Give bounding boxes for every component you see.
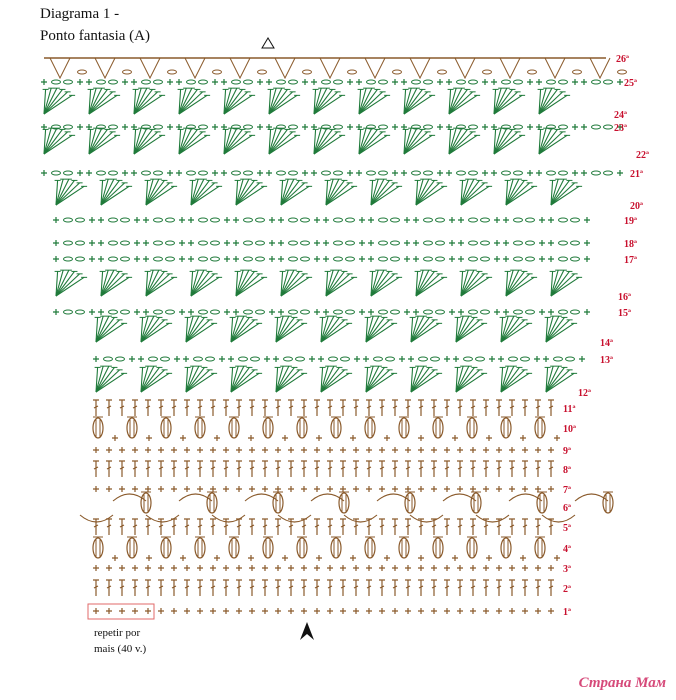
row-label-14: 14ª (600, 338, 613, 349)
row-label-13: 13ª (600, 355, 613, 366)
chart-row-16 (55, 270, 583, 296)
row-label-9: 9ª (563, 446, 571, 457)
chart-row-18 (53, 240, 590, 246)
row-label-16: 16ª (618, 292, 631, 303)
row-label-10: 10ª (563, 424, 576, 435)
row-label-15: 15ª (618, 308, 631, 319)
row-label-4: 4ª (563, 544, 571, 555)
chart-row-3 (93, 565, 554, 571)
start-arrow-icon (300, 622, 314, 640)
row-label-19: 19ª (624, 216, 637, 227)
row-label-25: 25ª (624, 78, 637, 89)
row-label-3: 3ª (563, 564, 571, 575)
diagram-title-line2: Ponto fantasia (A) (40, 28, 150, 44)
chart-row-26 (44, 58, 610, 78)
row-label-22: 22ª (636, 150, 649, 161)
chart-row-25 (41, 79, 623, 85)
chart-row-5 (93, 519, 554, 535)
row-label-6: 6ª (563, 503, 571, 514)
chart-row-19 (53, 217, 590, 223)
diagram-title-line1: Diagrama 1 - (40, 6, 120, 22)
row-label-26: 26ª (616, 54, 629, 65)
chart-row-11 (93, 400, 554, 416)
row-label-2: 2ª (563, 584, 571, 595)
chart-row-21 (41, 170, 623, 176)
chart-row-9 (93, 447, 554, 453)
chart-row-8 (93, 461, 554, 477)
chart-row-20 (55, 179, 583, 205)
repeat-note-line2: mais (40 v.) (94, 643, 147, 655)
chart-row-22 (43, 128, 571, 154)
chart-row-12 (95, 366, 578, 392)
chart-row-10 (93, 417, 560, 441)
chart-row-24 (43, 88, 571, 114)
repeat-note-line1: repetir por (94, 627, 141, 639)
row-label-11: 11ª (563, 404, 576, 415)
watermark: Страна Мам (578, 675, 666, 691)
chart-row-13 (93, 356, 585, 362)
chart-row-4 (93, 537, 560, 561)
row-label-21: 21ª (630, 169, 643, 180)
row-label-8: 8ª (563, 465, 571, 476)
chart-row-14 (95, 316, 578, 342)
chart-row-15 (53, 309, 590, 315)
row-label-18: 18ª (624, 239, 637, 250)
green-rows (41, 79, 623, 392)
top-rows (44, 58, 627, 78)
row-label-20: 20ª (630, 201, 643, 212)
row-label-7: 7ª (563, 485, 571, 496)
chart-row-1 (93, 608, 554, 614)
chart-row-17 (53, 256, 590, 262)
chart-row-6 (80, 492, 613, 522)
row-label-23: 23ª (614, 123, 627, 134)
row-label-17: 17ª (624, 255, 637, 266)
chart-row-7 (93, 486, 554, 492)
row-label-24: 24ª (614, 110, 627, 121)
brown-rows (80, 400, 613, 614)
end-arrow-icon (262, 38, 274, 48)
chart-row-2 (93, 580, 554, 596)
row-label-12: 12ª (578, 388, 591, 399)
row-label-1: 1ª (563, 607, 571, 618)
row-label-5: 5ª (563, 523, 571, 534)
